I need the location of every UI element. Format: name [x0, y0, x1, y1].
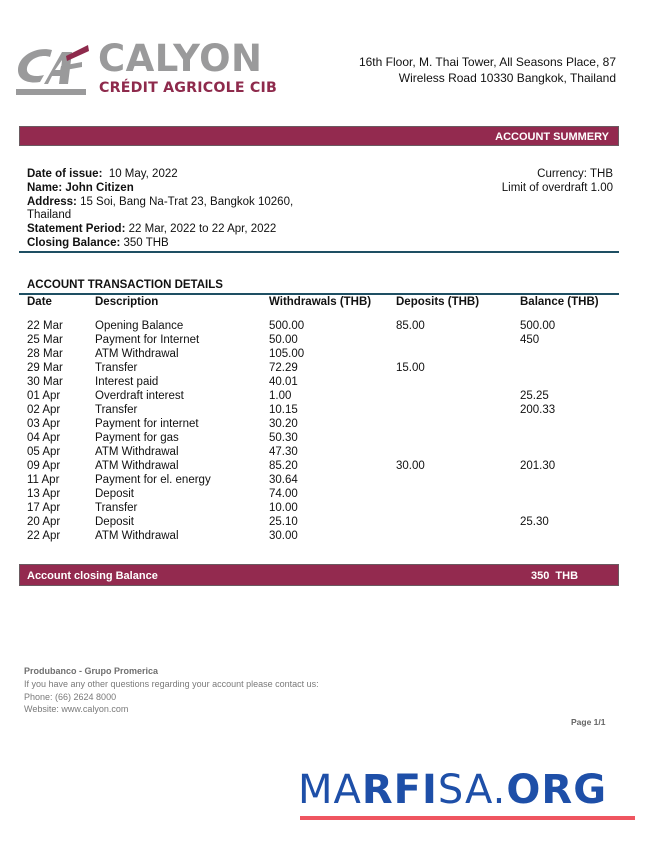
watermark-text: [298, 766, 607, 814]
watermark-underline: [300, 816, 635, 820]
cell-date: 28 Mar: [27, 348, 63, 360]
footer: [24, 665, 319, 716]
table-row: [27, 431, 617, 445]
divider: [19, 251, 619, 253]
cell-deposit: [396, 347, 520, 361]
cell-withdrawal: 105.00: [269, 348, 305, 360]
cell-deposit: [396, 515, 520, 529]
cell-balance: 200.33: [520, 404, 556, 416]
table-row: [27, 417, 617, 431]
column-header-deposits: Deposits (THB): [396, 296, 480, 308]
cell-date: 30 Mar: [27, 376, 63, 388]
cell-date: 03 Apr: [27, 418, 61, 430]
cell-description: Deposit: [95, 516, 134, 528]
table-row: [27, 529, 617, 543]
cell-date: 29 Mar: [27, 362, 63, 374]
cell-withdrawal: 500.00: [269, 320, 305, 332]
customer-address-line-1: 15 Soi, Bang Na-Trat 23, Bangkok 10260,: [80, 195, 294, 208]
cell-deposit: 85.00: [396, 320, 425, 332]
cell-date: 09 Apr: [27, 460, 61, 472]
cell-description: Deposit: [95, 488, 134, 500]
closing-balance-bar-value: 350 THB: [531, 570, 579, 582]
cell-description: Opening Balance: [95, 320, 184, 332]
cell-date: 13 Apr: [27, 488, 61, 500]
date-of-issue-value: 10 May, 2022: [108, 168, 178, 180]
cell-description: ATM Withdrawal: [95, 460, 179, 472]
cell-description: Payment for el. energy: [95, 474, 211, 486]
closing-balance-bar-label: Account closing Balance: [27, 570, 158, 582]
cell-withdrawal: 30.64: [269, 474, 298, 486]
cell-withdrawal: 1.00: [269, 390, 292, 402]
table-row: [27, 333, 617, 347]
customer-address: [27, 196, 327, 210]
cell-withdrawal: 30.20: [269, 418, 298, 430]
cell-description: Interest paid: [95, 376, 159, 388]
transaction-rows: [27, 319, 617, 543]
closing-balance-label: Closing Balance:: [27, 236, 121, 249]
cell-description: Payment for internet: [95, 418, 199, 430]
account-settings: [502, 168, 613, 196]
currency: Currency: THB: [537, 168, 613, 180]
cell-withdrawal: 50.30: [269, 432, 298, 444]
cell-withdrawal: 74.00: [269, 488, 298, 500]
logo-subtitle: CRÉDIT AGRICOLE CIB: [99, 80, 277, 96]
cell-description: Overdraft interest: [95, 390, 184, 402]
cell-description: ATM Withdrawal: [95, 446, 179, 458]
cell-withdrawal: 85.20: [269, 460, 298, 472]
closing-balance-value: 350 THB: [123, 236, 169, 249]
cell-date: 11 Apr: [27, 474, 60, 486]
cell-description: Payment for Internet: [95, 334, 200, 346]
customer-name-value: John Citizen: [65, 181, 134, 194]
table-row: [27, 515, 617, 529]
cell-deposit: [396, 375, 520, 389]
date-of-issue: [27, 168, 327, 182]
statement-period-label: Statement Period:: [27, 223, 126, 236]
cell-withdrawal: 50.00: [269, 334, 298, 346]
cell-balance: [520, 431, 617, 445]
date-of-issue-label: Date of issue:: [27, 168, 103, 180]
cell-deposit: 15.00: [396, 362, 425, 374]
cell-date: 01 Apr: [27, 390, 61, 402]
cell-withdrawal: 47.30: [269, 446, 298, 458]
cell-description: Payment for gas: [95, 432, 179, 444]
account-closing-balance-bar: [19, 564, 619, 586]
table-row: [27, 501, 617, 515]
cell-date: 22 Mar: [27, 320, 63, 332]
watermark-text-part: ORG: [506, 767, 608, 813]
bank-address-line-1: 16th Floor, M. Thai Tower, All Seasons Place, 87: [358, 55, 616, 69]
transaction-details-title: ACCOUNT TRANSACTION DETAILS: [27, 279, 223, 291]
cell-deposit: [396, 487, 520, 501]
bank-address-line-2: Wireless Road 10330 Bangkok, Thailand: [398, 71, 616, 85]
cell-balance: [520, 487, 617, 501]
column-header-withdrawals: Withdrawals (THB): [269, 296, 372, 308]
cell-balance: [520, 375, 617, 389]
customer-address-label: Address:: [27, 195, 77, 208]
customer-name-label: Name:: [27, 181, 63, 194]
statement-period: [27, 223, 327, 237]
cell-balance: 201.30: [520, 460, 556, 472]
footer-phone: Phone: (66) 2624 8000: [24, 691, 117, 702]
cell-deposit: 30.00: [396, 460, 425, 472]
account-summary-title: ACCOUNT SUMMERY: [495, 131, 609, 143]
cell-withdrawal: 25.10: [269, 516, 298, 528]
cell-description: ATM Withdrawal: [95, 348, 179, 360]
account-summary-bar: [19, 126, 619, 146]
table-row: [27, 445, 617, 459]
cell-balance: 500.00: [520, 320, 556, 332]
cell-withdrawal: 10.00: [269, 502, 298, 514]
calyon-logo: [14, 37, 284, 98]
cell-balance: 25.30: [520, 516, 549, 528]
footer-website[interactable]: Website: www.calyon.com: [24, 704, 129, 715]
cell-description: Transfer: [95, 362, 138, 374]
statement-period-value: 22 Mar, 2022 to 22 Apr, 2022: [128, 223, 277, 236]
cell-balance: 450: [520, 334, 540, 346]
cell-balance: [520, 501, 617, 515]
cell-deposit: [396, 473, 520, 487]
closing-balance: [27, 237, 327, 251]
table-row: [27, 389, 617, 403]
customer-address-line-2: Thailand: [27, 209, 72, 222]
cell-date: 22 Apr: [27, 530, 61, 542]
cell-balance: [520, 417, 617, 431]
bank-address: [359, 54, 616, 86]
cell-withdrawal: 30.00: [269, 530, 298, 542]
cell-withdrawal: 10.15: [269, 404, 298, 416]
cell-date: 20 Apr: [27, 516, 61, 528]
footer-contact-note: If you have any other questions regarding your account please contact us:: [24, 678, 319, 689]
cell-deposit: [396, 501, 520, 515]
table-row: [27, 319, 617, 333]
cell-date: 05 Apr: [27, 446, 61, 458]
account-info: [27, 168, 327, 251]
cell-balance: [520, 529, 617, 543]
footer-organization: Produbanco - Grupo Promerica: [24, 666, 159, 676]
cell-deposit: [396, 529, 520, 543]
cell-deposit: [396, 417, 520, 431]
watermark-text-part: MA: [298, 767, 362, 813]
cell-withdrawal: 72.29: [269, 362, 298, 374]
cell-date: 02 Apr: [27, 404, 61, 416]
cell-deposit: [396, 403, 520, 417]
column-header-description: Description: [95, 296, 159, 308]
table-row: [27, 473, 617, 487]
table-row: [27, 459, 617, 473]
table-row: [27, 375, 617, 389]
cell-deposit: [396, 431, 520, 445]
table-header-row: [27, 295, 617, 309]
credit-agricole-ca-logo-icon: [14, 42, 94, 98]
watermark-text-part: SA.: [437, 767, 507, 813]
cell-description: Transfer: [95, 404, 138, 416]
table-row: [27, 403, 617, 417]
overdraft-limit: Limit of overdraft 1.00: [501, 181, 613, 194]
cell-date: 04 Apr: [27, 432, 61, 444]
table-row: [27, 487, 617, 501]
marfisa-watermark: [298, 766, 636, 822]
cell-deposit: [396, 389, 520, 403]
table-row: [27, 347, 617, 361]
cell-description: Transfer: [95, 502, 138, 514]
cell-date: 25 Mar: [27, 334, 63, 346]
transaction-table: [27, 295, 617, 543]
cell-balance: [520, 473, 617, 487]
cell-balance: [520, 445, 617, 459]
column-header-balance: Balance (THB): [520, 296, 599, 308]
customer-name: [27, 182, 327, 196]
page-number: Page 1/1: [571, 717, 606, 727]
cell-balance: 25.25: [520, 390, 549, 402]
column-header-date: Date: [27, 296, 52, 308]
logo-wordmark: CALYON: [98, 37, 263, 80]
cell-balance: [520, 347, 617, 361]
cell-date: 17 Apr: [27, 502, 61, 514]
cell-deposit: [396, 445, 520, 459]
cell-withdrawal: 40.01: [269, 376, 298, 388]
watermark-text-part: RFI: [361, 767, 438, 813]
cell-description: ATM Withdrawal: [95, 530, 179, 542]
cell-deposit: [396, 333, 520, 347]
table-row: [27, 361, 617, 375]
cell-balance: [520, 361, 617, 375]
